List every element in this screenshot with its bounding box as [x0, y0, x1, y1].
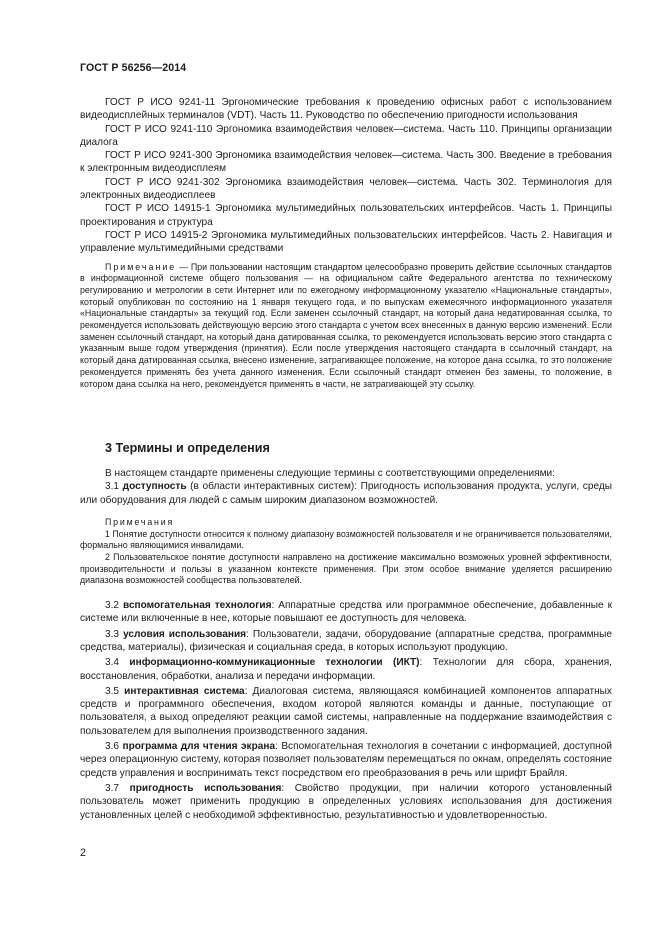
term-definition: [80, 628, 612, 655]
term-number: 3.7: [105, 782, 120, 794]
term-text: : Аппаратные средства или программное обеспечение, добавленные к системе или включенные в нее, которые повышают ее доступность для человека.: [80, 600, 612, 625]
term-definition: [80, 599, 612, 626]
term-name: доступность: [122, 481, 187, 493]
note-item: 2 Пользовательское понятие доступности направлено на достижение максимально возможных уровней эффективности, производительности и пользы в указанном контексте применения. При этом особое внимание уделяется расширению диапазона возможностей сообщества пользователей.: [80, 552, 612, 586]
term-number: 3.1: [105, 481, 120, 493]
term-name: пригодность использования: [129, 782, 282, 794]
section-title: 3 Термины и определения: [105, 441, 270, 455]
note-item: 1 Понятие доступности относится к полному диапазону возможностей пользователя и не ограничивается пользователями, формально являющимися инвалидами.: [80, 528, 612, 551]
term-definition: [80, 656, 612, 683]
term-text: : Диалоговая система, являющаяся комбинацией компонентов аппаратных средств и программного обеспечения, входом которой являются команды и данные, поступающие от пользователя, а выход определяют реакции самой системы, направленные на поддержание взаимодействия с пользователем для выполнения производственного задания.: [80, 685, 612, 737]
term-number: 3.5: [105, 685, 120, 697]
reference-item: ГОСТ Р ИСО 9241-302 Эргономика взаимодействия человек—система. Часть 302. Терминология для электронных видеодисплеев: [80, 176, 612, 202]
term-notes: [80, 517, 612, 587]
term-text: : Свойство продукции, при наличии которого установленный пользователь может применить продукцию в определенных условиях использования для достижения установленных целей с необходимой эффективностью, результативностью и удовлетворенностью.: [80, 782, 612, 821]
normative-references: [80, 96, 612, 390]
reference-item: ГОСТ Р ИСО 14915-2 Эргономика мультимедийных пользовательских интерфейсов. Часть 2. Навигация и управление мультимедийными средствами: [80, 229, 612, 255]
term-definition: [80, 480, 612, 507]
term-text: : Пользователи, задачи, оборудование (аппаратные средства, программные средства, материалы), физическая и социальная среда, в которых используют продукцию.: [80, 628, 612, 653]
reference-item: ГОСТ Р ИСО 9241-300 Эргономика взаимодействия человек—система. Часть 300. Введение в требования к электронным видеодисплеям: [80, 150, 612, 175]
references-note: [80, 262, 612, 391]
term-number: 3.4: [105, 657, 120, 669]
term-number: 3.6: [105, 741, 120, 753]
page-number: 2: [80, 847, 86, 859]
reference-item: ГОСТ Р ИСО 9241-110 Эргономика взаимодействия человек—система. Часть 110. Принципы организации диалога: [80, 123, 612, 148]
term-list: [80, 599, 612, 822]
note-label: Примечание: [105, 261, 177, 272]
term-name: интерактивная система: [124, 685, 245, 697]
document-header: ГОСТ Р 56256—2014: [80, 62, 187, 74]
term-name: программа для чтения экрана: [122, 741, 276, 753]
term-text: (в области интерактивных систем): Пригодность использования продукта, услуги, среды или оборудования для людей с самым широким диапазоном возможностей.: [80, 481, 612, 506]
term-definition: [80, 740, 612, 780]
term-text: : Вспомогательная технология в сочетании с информацией, доступной через операционную систему, которая позволяет пользователям перемещаться по окнам, определять состояние средств управления и воспринимать текст посредством его преобразования в речь или шрифт Брайля.: [80, 741, 612, 779]
notes-label: Примечания: [105, 516, 175, 527]
term-definition: [80, 685, 612, 738]
reference-item: ГОСТ Р ИСО 14915-1 Эргономика мультимедийных пользовательских интерфейсов. Часть 1. Принципы проектирования и структура: [80, 203, 612, 228]
note-text: — При пользовании настоящим стандартом целесообразно проверить действие ссылочных стандартов в информационной системе общего пользования — на официальном сайте Федерального агентства по техническому регулированию и метрологии в сети Интернет или по ежегодному информационному указателю «Национальные стандарты», который опубликован по состоянию на 1 января текущего года, и по выпускам ежемесячного информационного указателя «Национальные стандарты» за текущий год. Если заменен ссылочный стандарт, на который дана недатированная ссылка, то рекомендуется использовать действующую версию этого стандарта с учетом всех внесенных в данную версию изменений. Если заменен ссылочный стандарт, на который дана датированная ссылка, то рекомендуется использовать версию этого стандарта с указанным выше годом утверждения (принятия). Если после утверждения настоящего стандарта в ссылочный стандарт, на который дана датированная ссылка, внесено изменение, затрагивающее положение, на которое дана ссылка, то это положение рекомендуется применять без учета данного изменения. Если ссылочный стандарт отменен без замены, то положение, в котором дана ссылка на него, рекомендуется применять в части, не затрагивающей эту ссылку.: [80, 261, 612, 389]
term-name: условия использования: [123, 628, 247, 640]
term-definition: [80, 782, 612, 822]
term-number: 3.3: [105, 628, 120, 640]
reference-item: ГОСТ Р ИСО 9241-11 Эргономические требования к проведению офисных работ с использованием видеодисплейных терминалов (VDT). Часть 11. Руководство по обеспечению пригодности использования: [80, 97, 612, 122]
term-name: вспомогательная технология: [122, 600, 272, 612]
term-name: информационно-коммуникационные технологии (ИКТ): [129, 657, 420, 669]
term-text: : Технологии для сбора, хранения, восстановления, обработки, анализа и передачи информации.: [80, 657, 612, 682]
section-body: [80, 467, 612, 822]
term-number: 3.2: [105, 600, 120, 612]
section-intro: В настоящем стандарте применены следующие термины с соответствующими определениями:: [105, 468, 555, 479]
